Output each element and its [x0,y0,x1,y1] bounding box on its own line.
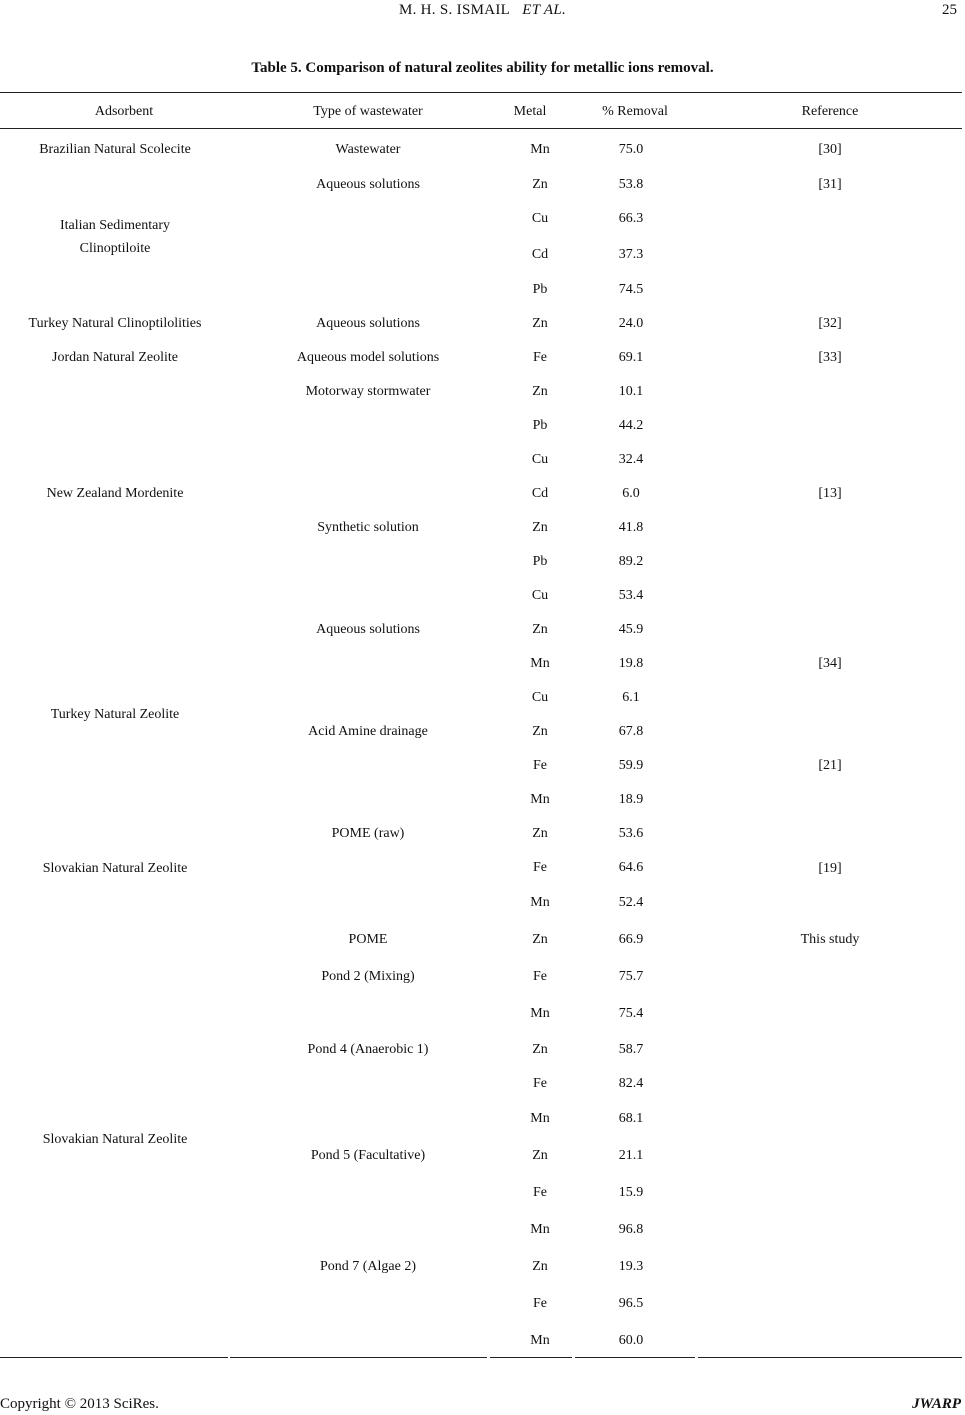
metal-cell: Fe [533,1185,547,1200]
adsorbent-cell: Italian Sedimentary [59,218,171,233]
reference-cell: [30] [818,142,842,157]
removal-cell: 44.2 [618,418,644,433]
reference-cell: [31] [818,177,842,192]
wastewater-cell: Pond 7 (Algae 2) [319,1259,417,1274]
metal-cell: Zn [532,1259,548,1274]
wastewater-cell: POME (raw) [331,826,405,841]
metal-cell: Cd [531,486,549,501]
metal-cell: Pb [532,282,548,297]
removal-cell: 75.4 [618,1006,644,1021]
removal-cell: 53.4 [618,588,644,603]
wastewater-cell: Wastewater [335,142,401,157]
adsorbent-cell: Slovakian Natural Zeolite [42,861,188,876]
adsorbent-cell: Brazilian Natural Scolecite [39,142,191,157]
journal-name: JWARP [912,1396,961,1412]
metal-cell: Fe [533,758,547,773]
metal-cell: Mn [530,1333,550,1348]
reference-cell: [34] [818,656,842,671]
adsorbent-cell: New Zealand Mordenite [46,486,184,501]
removal-cell: 96.8 [618,1222,644,1237]
column-header-removal: % Removal [602,104,668,119]
metal-cell: Pb [532,554,548,569]
removal-cell: 15.9 [618,1185,644,1200]
removal-cell: 89.2 [618,554,644,569]
removal-cell: 45.9 [618,622,644,637]
wastewater-cell: POME [348,932,388,947]
reference-cell: [32] [818,316,842,331]
removal-cell: 66.3 [618,211,644,226]
metal-cell: Mn [530,656,550,671]
metal-cell: Fe [533,969,547,984]
metal-cell: Zn [532,724,548,739]
reference-cell: This study [800,932,860,947]
metal-cell: Zn [532,384,548,399]
removal-cell: 6.0 [622,486,640,501]
removal-cell: 53.8 [618,177,644,192]
removal-cell: 32.4 [618,452,644,467]
table-top-rule [0,92,962,93]
wastewater-cell: Pond 5 (Facultative) [310,1148,426,1163]
column-header-reference: Reference [801,104,859,119]
metal-cell: Zn [532,177,548,192]
metal-cell: Zn [532,316,548,331]
adsorbent-cell: Clinoptiloite [79,241,151,256]
removal-cell: 21.1 [618,1148,644,1163]
metal-cell: Cu [531,211,549,226]
metal-cell: Fe [533,860,547,875]
removal-cell: 74.5 [618,282,644,297]
metal-cell: Fe [533,1296,547,1311]
table-bottom-rule [0,1357,228,1358]
metal-cell: Zn [532,1042,548,1057]
metal-cell: Zn [532,1148,548,1163]
metal-cell: Mn [530,792,550,807]
removal-cell: 10.1 [618,384,644,399]
metal-cell: Mn [530,1111,550,1126]
table-bottom-rule [490,1357,572,1358]
adsorbent-cell: Turkey Natural Clinoptilolities [28,316,202,331]
reference-cell: [13] [818,486,842,501]
table-header-rule [0,128,962,129]
column-header-wastewater: Type of wastewater [313,104,423,119]
column-header-adsorbent: Adsorbent [94,104,154,119]
wastewater-cell: Acid Amine drainage [308,724,428,739]
metal-cell: Fe [533,350,547,365]
adsorbent-cell: Slovakian Natural Zeolite [42,1132,188,1147]
table-caption: Table 5. Comparison of natural zeolites ability for metallic ions removal. [251,60,714,76]
column-header-metal: Metal [513,104,547,119]
reference-cell: [21] [818,758,842,773]
removal-cell: 6.1 [622,690,640,705]
removal-cell: 58.7 [618,1042,644,1057]
wastewater-cell: Aqueous model solutions [296,350,440,365]
adsorbent-cell: Turkey Natural Zeolite [50,707,180,722]
wastewater-cell: Pond 2 (Mixing) [321,969,415,984]
wastewater-cell: Pond 4 (Anaerobic 1) [307,1042,429,1057]
copyright-notice: Copyright © 2013 SciRes. [0,1396,159,1412]
removal-cell: 24.0 [618,316,644,331]
removal-cell: 75.7 [618,969,644,984]
removal-cell: 68.1 [618,1111,644,1126]
metal-cell: Cu [531,690,549,705]
wastewater-cell: Aqueous solutions [316,622,420,637]
removal-cell: 53.6 [618,826,644,841]
reference-cell: [19] [818,861,842,876]
metal-cell: Zn [532,932,548,947]
metal-cell: Zn [532,622,548,637]
author-name: M. H. S. ISMAIL [398,2,511,18]
table-bottom-rule [698,1357,962,1358]
removal-cell: 19.8 [618,656,644,671]
removal-cell: 18.9 [618,792,644,807]
metal-cell: Mn [530,895,550,910]
page-number: 25 [942,2,957,18]
table-bottom-rule [230,1357,487,1358]
wastewater-cell: Motorway stormwater [305,384,431,399]
table-bottom-rule [575,1357,695,1358]
metal-cell: Cu [531,588,549,603]
metal-cell: Fe [533,1076,547,1091]
metal-cell: Mn [530,1006,550,1021]
removal-cell: 59.9 [618,758,644,773]
metal-cell: Pb [532,418,548,433]
removal-cell: 41.8 [618,520,644,535]
removal-cell: 19.3 [618,1259,644,1274]
removal-cell: 66.9 [618,932,644,947]
removal-cell: 64.6 [618,860,644,875]
removal-cell: 96.5 [618,1296,644,1311]
removal-cell: 69.1 [618,350,644,365]
metal-cell: Zn [532,826,548,841]
removal-cell: 52.4 [618,895,644,910]
removal-cell: 67.8 [618,724,644,739]
removal-cell: 37.3 [618,247,644,262]
metal-cell: Mn [530,1222,550,1237]
adsorbent-cell: Jordan Natural Zeolite [52,350,178,365]
wastewater-cell: Aqueous solutions [316,177,420,192]
metal-cell: Zn [532,520,548,535]
reference-cell: [33] [818,350,842,365]
author-et-al: ET AL. [522,2,567,18]
removal-cell: 75.0 [618,142,644,157]
metal-cell: Mn [530,142,550,157]
wastewater-cell: Synthetic solution [317,520,419,535]
running-header [0,2,965,19]
metal-cell: Cd [531,247,549,262]
wastewater-cell: Aqueous solutions [316,316,420,331]
removal-cell: 82.4 [618,1076,644,1091]
removal-cell: 60.0 [618,1333,644,1348]
metal-cell: Cu [531,452,549,467]
